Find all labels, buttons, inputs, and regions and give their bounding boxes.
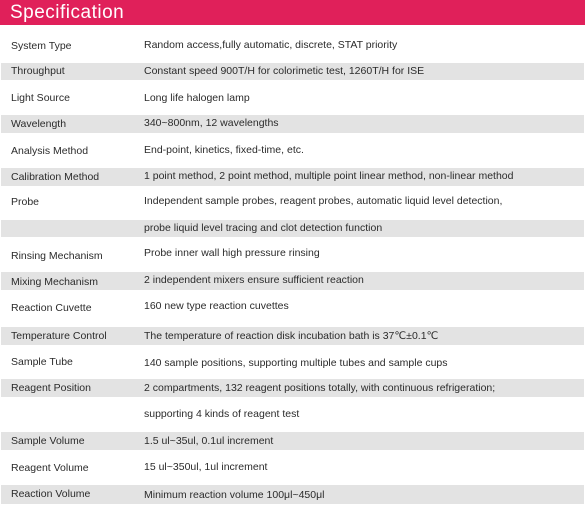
row-value: Long life halogen lamp <box>144 92 250 104</box>
row-value: probe liquid level tracing and clot detection function <box>144 222 383 234</box>
row-value: Probe inner wall high pressure rinsing <box>144 247 320 259</box>
spec-row-probe <box>1 188 584 218</box>
row-value: 1 point method, 2 point method, multiple point linear method, non-linear method <box>144 170 514 182</box>
row-label: Light Source <box>11 92 70 104</box>
spec-row-mixing-mechanism <box>1 272 584 290</box>
row-value: 15 ul~350ul, 1ul increment <box>144 461 268 473</box>
row-label: Analysis Method <box>11 145 89 157</box>
row-label: System Type <box>11 40 72 52</box>
spec-header <box>0 0 585 25</box>
spec-row-light-source <box>1 82 584 113</box>
row-value: 2 compartments, 132 reagent positions totally, with continuous refrigeration; <box>144 382 496 394</box>
row-label: Calibration Method <box>11 171 100 183</box>
row-value: supporting 4 kinds of reagent test <box>144 408 300 420</box>
row-value: End-point, kinetics, fixed-time, etc. <box>144 144 304 156</box>
spec-row-system-type <box>1 31 584 57</box>
row-value: 160 new type reaction cuvettes <box>144 300 289 312</box>
spec-row-sample-volume <box>1 432 584 450</box>
spec-row-analysis-method <box>1 136 584 166</box>
row-label: Temperature Control <box>11 330 107 342</box>
spec-row-reagent-volume <box>1 452 584 483</box>
row-label: Wavelength <box>11 118 67 130</box>
spec-row-temperature-control <box>1 327 584 345</box>
row-value: 2 independent mixers ensure sufficient reaction <box>144 274 364 286</box>
row-label: Reagent Volume <box>11 462 89 474</box>
row-label: Mixing Mechanism <box>11 276 98 288</box>
spec-row-wavelength <box>1 115 584 133</box>
spec-row-reaction-cuvette <box>1 292 584 324</box>
page-title: Specification <box>10 2 125 23</box>
spec-row-probe-continued <box>1 220 584 237</box>
spec-row-reaction-volume <box>1 485 584 504</box>
spec-row-reagent-position <box>1 379 584 397</box>
row-value: The temperature of reaction disk incubation bath is 37℃±0.1℃ <box>144 330 439 342</box>
spec-row-calibration-method <box>1 168 584 186</box>
row-label: Rinsing Mechanism <box>11 250 103 262</box>
row-label: Reagent Position <box>11 382 91 394</box>
row-value: Minimum reaction volume 100μl~450μl <box>144 489 325 501</box>
row-label: Sample Volume <box>11 435 85 447</box>
row-value: 1.5 ul~35ul, 0.1ul increment <box>144 435 274 447</box>
row-label: Reaction Cuvette <box>11 302 92 314</box>
row-value: Random access,fully automatic, discrete, STAT priority <box>144 39 398 51</box>
row-label: Probe <box>11 196 40 208</box>
row-value: Independent sample probes, reagent probes, automatic liquid level detection, <box>144 195 503 207</box>
row-value: 340~800nm, 12 wavelengths <box>144 117 279 129</box>
row-label: Throughput <box>11 65 65 77</box>
row-value: Constant speed 900T/H for colorimetic test, 1260T/H for ISE <box>144 65 425 77</box>
row-value: 140 sample positions, supporting multiple tubes and sample cups <box>144 357 448 369</box>
spec-row-sample-tube <box>1 347 584 377</box>
spec-row-throughput <box>1 63 584 80</box>
spec-row-rinsing-mechanism <box>1 240 584 270</box>
row-label: Sample Tube <box>11 356 73 368</box>
row-label: Reaction Volume <box>11 488 91 500</box>
spec-row-reagent-position-continued <box>1 399 584 430</box>
